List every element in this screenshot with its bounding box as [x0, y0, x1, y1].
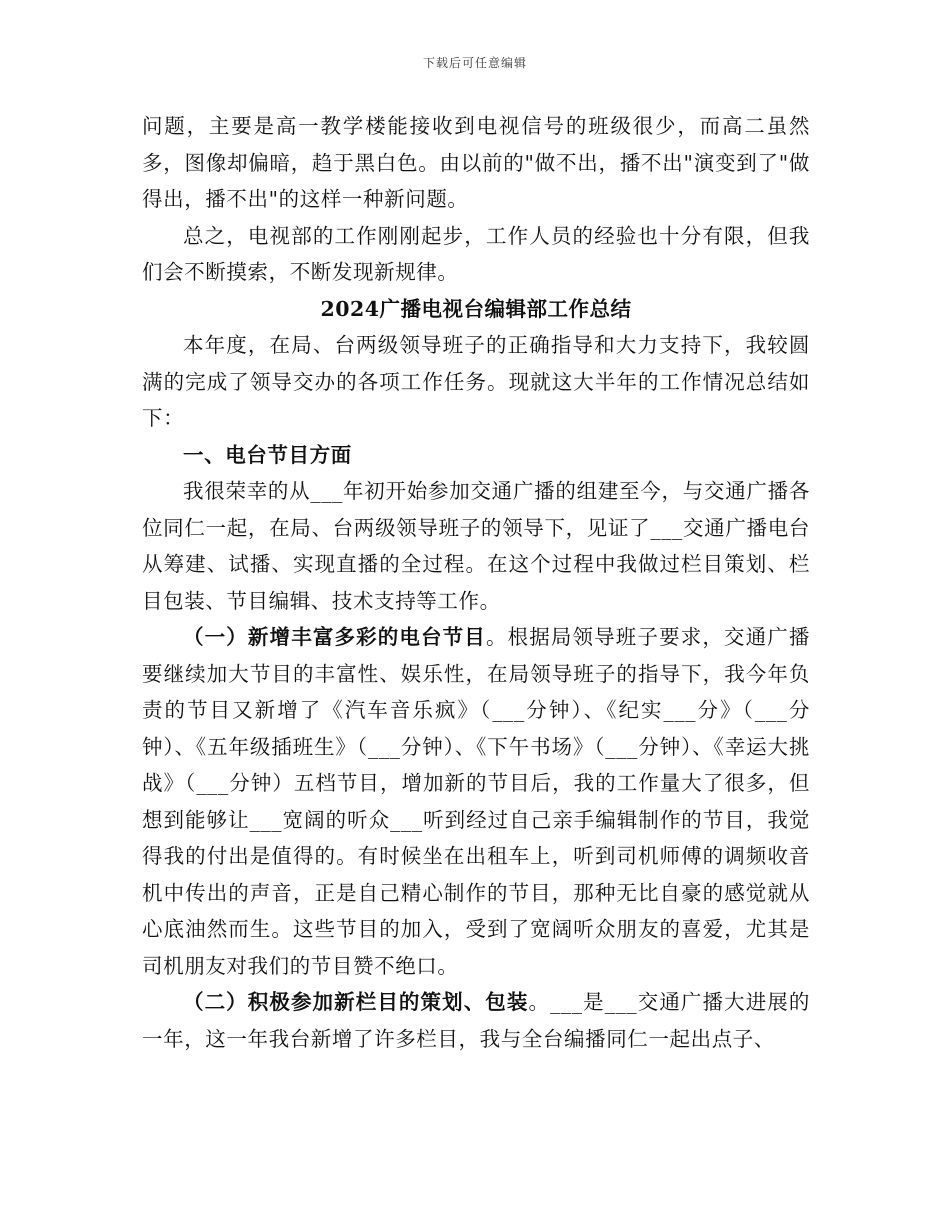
subheading-new-programs: （一）新增丰富多彩的电台节目	[183, 625, 486, 649]
paragraph-new-programs-body: 。根据局领导班子要求，交通广播要继续加大节目的丰富性、娱乐性，在局领导班子的指导下，我今年负责的节目又新增了《汽车音乐疯》（___分钟）、《纪实___分》（___分钟）、《五年级插班生》（___分钟）、《下午书场》（___分钟）、《幸运大挑战》（___分钟）五档节目，增加新的节目后，我的工作量大了很多，但想到能够让___宽阔的听众___听到经过自己亲手编辑制作的节目，我觉得我的付出是值得的。有时候坐在出租车上，听到司机师傅的调频收音机中传出的声音，正是自己精心制作的节目，那种无比自豪的感觉就从心底油然而生。这些节目的加入，受到了宽阔听众朋友的喜爱，尤其是司机朋友对我们的节目赞不绝口。	[142, 625, 810, 978]
page-header: 下载后可任意编辑	[422, 56, 527, 70]
paragraph-intro: 本年度，在局、台两级领导班子的正确指导和大力支持下，我较圆满的完成了领导交办的各项工作任务。现就这大半年的工作情况总结如下：	[142, 333, 810, 430]
paragraph-new-programs	[142, 619, 810, 984]
subheading-new-columns: （二）积极参加新栏目的策划、包装	[183, 990, 529, 1014]
paragraph-continued: 问题，主要是高一教学楼能接收到电视信号的班级很少，而高二虽然多，图像却偏暗，趋于黑白色。由以前的"做不出，播不出"演变到了"做得出，播不出"的这样一种新问题。	[142, 114, 810, 211]
document-title: 2024广播电视台编辑部工作总结	[320, 296, 632, 321]
document-body	[142, 108, 810, 1057]
paragraph-new-columns-body: 。___是___交通广播大进展的一年，这一年我台新增了许多栏目，我与全台编播同仁一起出点子、	[142, 990, 810, 1051]
paragraph-new-columns	[142, 984, 810, 1057]
paragraph-summary: 总之，电视部的工作刚刚起步，工作人员的经验也十分有限，但我们会不断摸索，不断发现新规律。	[142, 223, 810, 284]
section-heading-radio-programs: 一、电台节目方面	[183, 442, 352, 467]
paragraph-background: 我很荣幸的从___年初开始参加交通广播的组建至今，与交通广播各位同仁一起，在局、台两级领导班子的领导下，见证了___交通广播电台从筹建、试播、实现直播的全过程。在这个过程中我做过栏目策划、栏目包装、节目编辑、技术支持等工作。	[142, 479, 810, 613]
